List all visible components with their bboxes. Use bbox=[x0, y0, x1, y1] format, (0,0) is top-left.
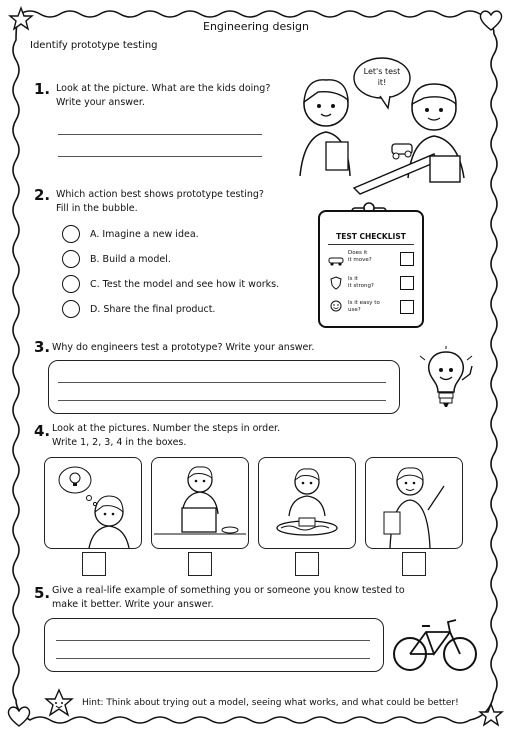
option-b[interactable]: B. Build a model. bbox=[62, 249, 171, 269]
question-4-text: Look at the pictures. Number the steps in order. Write 1, 2, 3, 4 in the boxes. bbox=[52, 423, 281, 448]
checklist-checkbox[interactable] bbox=[400, 252, 414, 266]
answer-line[interactable] bbox=[58, 382, 386, 383]
smile-icon bbox=[330, 300, 342, 312]
question-2-text: Which action best shows prototype testing? Fill in the bubble. bbox=[56, 189, 264, 214]
checklist-title: TEST CHECKLIST bbox=[336, 232, 406, 241]
answer-bubble[interactable] bbox=[62, 225, 80, 243]
option-a[interactable]: A. Imagine a new idea. bbox=[62, 224, 199, 244]
question-5-text: Give a real-life example of something you or someone you know tested to make it better. Write your answer. bbox=[52, 585, 405, 610]
test-checklist bbox=[318, 210, 424, 328]
answer-line[interactable] bbox=[58, 400, 386, 401]
answer-line[interactable] bbox=[56, 640, 370, 641]
step-panel-build bbox=[151, 457, 249, 549]
worksheet-subtitle: Identify prototype testing bbox=[30, 40, 158, 51]
hint-text: Hint: Think about trying out a model, seeing what works, and what could be better! bbox=[82, 698, 459, 708]
step-number-box[interactable] bbox=[82, 552, 106, 576]
step-number-box[interactable] bbox=[402, 552, 426, 576]
step-panel-test bbox=[258, 457, 356, 549]
girl-thinking-illustration bbox=[45, 458, 141, 548]
question-number: 3. bbox=[34, 338, 51, 356]
option-c[interactable]: C. Test the model and see how it works. bbox=[62, 274, 279, 294]
boy-building-illustration bbox=[152, 458, 248, 548]
question-number: 5. bbox=[34, 584, 51, 602]
checklist-item: Is it it strong? bbox=[328, 274, 414, 296]
step-panel-share bbox=[365, 457, 463, 549]
step-number-box[interactable] bbox=[188, 552, 212, 576]
question-number: 1. bbox=[34, 80, 51, 98]
question-number: 4. bbox=[34, 422, 51, 440]
step-panel-imagine bbox=[44, 457, 142, 549]
question-3-text: Why do engineers test a prototype? Write your answer. bbox=[52, 342, 315, 353]
checklist-checkbox[interactable] bbox=[400, 300, 414, 314]
boy-sharing-illustration bbox=[366, 458, 462, 548]
option-d[interactable]: D. Share the final product. bbox=[62, 299, 215, 319]
answer-bubble[interactable] bbox=[62, 275, 80, 293]
car-icon bbox=[328, 254, 344, 266]
star-icon bbox=[478, 702, 504, 728]
heart-icon bbox=[6, 704, 32, 728]
question-1-text: Look at the picture. What are the kids doing? Write your answer. bbox=[56, 83, 271, 108]
worksheet-title: Engineering design bbox=[203, 20, 309, 33]
girl-testing-illustration bbox=[259, 458, 355, 548]
answer-line[interactable] bbox=[58, 134, 262, 135]
question-number: 2. bbox=[34, 186, 51, 204]
lightbulb-icon bbox=[416, 346, 478, 414]
bicycle-icon bbox=[392, 614, 478, 674]
step-number-box[interactable] bbox=[295, 552, 319, 576]
answer-bubble[interactable] bbox=[62, 300, 80, 318]
speech-bubble-text: Let's test it! bbox=[363, 67, 401, 87]
star-face-icon bbox=[44, 688, 74, 718]
checklist-item: Does it it move? bbox=[328, 250, 414, 272]
answer-line[interactable] bbox=[56, 658, 370, 659]
answer-box[interactable] bbox=[44, 618, 384, 672]
answer-box[interactable] bbox=[48, 360, 400, 414]
answer-line[interactable] bbox=[58, 156, 262, 157]
checklist-checkbox[interactable] bbox=[400, 276, 414, 290]
answer-bubble[interactable] bbox=[62, 250, 80, 268]
shield-icon bbox=[330, 276, 342, 290]
checklist-item: Is it easy to use? bbox=[328, 298, 414, 320]
